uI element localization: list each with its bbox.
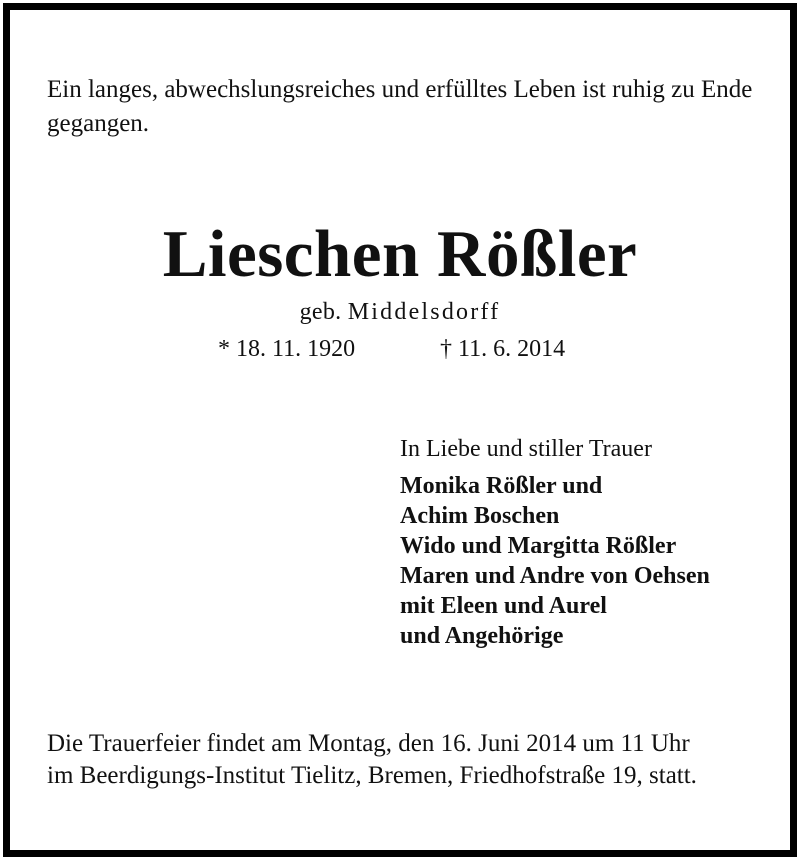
mourner-name: Monika Rößler und	[400, 473, 603, 499]
deceased-name: Lieschen Rößler	[162, 217, 638, 291]
mourner-name: mit Eleen und Aurel	[400, 593, 607, 619]
mourner-name: Wido und Margitta Rößler	[400, 533, 677, 559]
funeral-info-line: Die Trauerfeier findet am Montag, den 16. Juni 2014 um 11 Uhr	[47, 730, 690, 757]
mourners-block	[400, 433, 780, 651]
maiden-name-line	[0, 296, 800, 328]
mourner-name: und Angehörige	[400, 623, 564, 649]
intro-text: Ein langes, abwechslungsreiches und erfülltes Leben ist ruhig zu Ende gegangen.	[47, 76, 753, 137]
funeral-info	[47, 728, 767, 792]
funeral-info-line: im Beerdigungs-Institut Tielitz, Bremen, Friedhofstraße 19, statt.	[47, 762, 697, 789]
mourners-lead: In Liebe und stiller Trauer	[400, 436, 652, 462]
life-dates	[0, 332, 800, 366]
mourner-name: Maren und Andre von Oehsen	[400, 563, 710, 589]
birth-date: * 18. 11. 1920	[218, 336, 356, 362]
mourner-name: Achim Boschen	[400, 503, 560, 529]
mourners-list	[400, 471, 780, 651]
maiden-prefix: geb.	[299, 299, 342, 325]
maiden-surname: Middelsdorff	[347, 299, 501, 325]
death-date: † 11. 6. 2014	[440, 336, 566, 362]
